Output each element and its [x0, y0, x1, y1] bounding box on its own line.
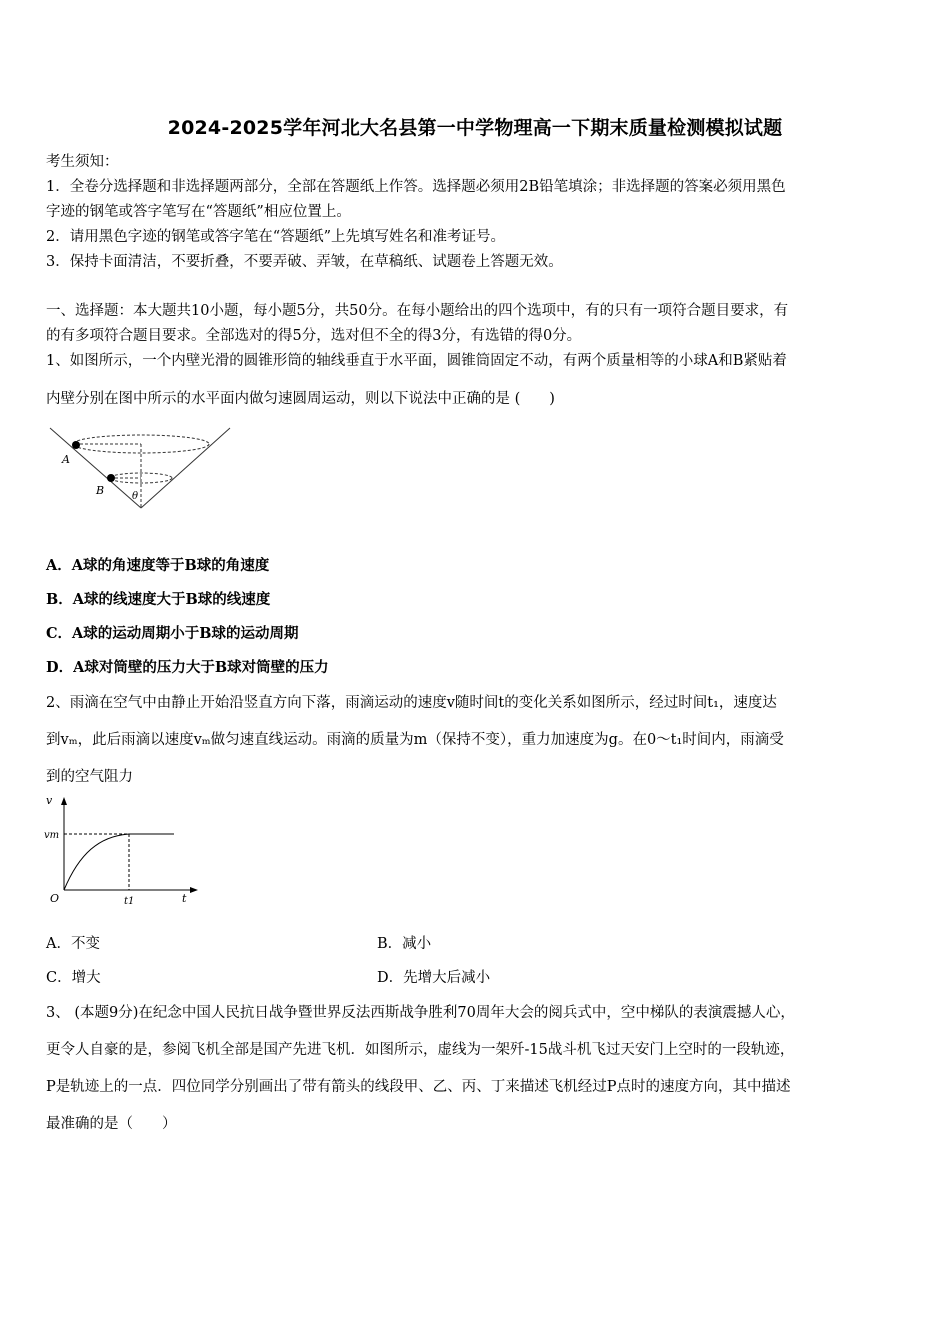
q2-line-2: 到vₘ，此后雨滴以速度vₘ做匀速直线运动。雨滴的质量为m（保持不变），重力加速度为g。在0～t₁时间内，雨滴受: [46, 732, 784, 748]
notice-line-4: 3．保持卡面清洁，不要折叠，不要弄破、弄皱，在草稿纸、试题卷上答题无效。: [46, 254, 563, 270]
q3-line-2: 更令人自豪的是，参阅飞机全部是国产先进飞机．如图所示，虚线为一架歼-15战斗机飞过天安门上空时的一段轨迹，: [46, 1042, 795, 1058]
notice-heading: 考生须知：: [46, 154, 119, 170]
q2-line-1: 2、雨滴在空气中由静止开始沿竖直方向下落，雨滴运动的速度v随时间t的变化关系如图所示，经过时间t₁，速度达: [46, 695, 777, 711]
ball-b-icon: [107, 474, 115, 482]
notice-line-3: 2．请用黑色字迹的钢笔或答字笔在“答题纸”上先填写姓名和准考证号。: [46, 229, 506, 245]
notice-line-2: 字迹的钢笔或答字笔写在“答题纸”相应位置上。: [46, 204, 351, 220]
q2-option-b: B．减小: [377, 936, 432, 952]
q1-option-a: A．A球的角速度等于B球的角速度: [46, 557, 270, 574]
velocity-time-graph: [44, 794, 204, 909]
theta-label: θ: [132, 491, 139, 502]
q1-option-c: C．A球的运动周期小于B球的运动周期: [46, 625, 299, 642]
notice-line-1: 1．全卷分选择题和非选择题两部分，全部在答题纸上作答。选择题必须用2B铅笔填涂；非选择题的答案必须用黑色: [46, 179, 786, 195]
q1-line-2: 内壁分别在图中所示的水平面内做匀速圆周运动，则以下说法中正确的是 ( ): [46, 391, 555, 407]
ball-b-label: B: [96, 484, 105, 497]
q3-line-1: 3、 (本题9分)在纪念中国人民抗日战争暨世界反法西斯战争胜利70周年大会的阅兵式中，空中梯队的表演震撼人心，: [46, 1005, 795, 1021]
cone-figure: [46, 424, 236, 514]
q1-line-1: 1、如图所示，一个内壁光滑的圆锥形筒的轴线垂直于水平面，圆锥筒固定不动，有两个质量相等的小球A和B紧贴着: [46, 353, 787, 369]
velocity-curve: [64, 834, 129, 890]
page-title: 2024-2025学年河北大名县第一中学物理高一下期末质量检测模拟试题: [167, 117, 783, 139]
t-axis-label: t: [182, 892, 187, 905]
q3-line-4: 最准确的是（ ）: [46, 1116, 177, 1132]
q2-option-a: A．不变: [46, 936, 100, 952]
t1-label: t1: [124, 896, 135, 907]
section1-line-1: 一、选择题：本大题共10小题，每小题5分，共50分。在每小题给出的四个选项中，有的只有一项符合题目要求，有: [46, 303, 789, 319]
v-arrow-icon: [61, 797, 67, 805]
section1-line-2: 的有多项符合题目要求。全部选对的得5分，选对但不全的得3分，有选错的得0分。: [46, 328, 582, 344]
ball-a-label: A: [62, 453, 70, 466]
ball-a-icon: [72, 441, 80, 449]
t-arrow-icon: [190, 887, 198, 893]
q2-option-d: D．先增大后减小: [377, 970, 491, 986]
origin-label: O: [50, 892, 60, 905]
q1-option-d: D．A球对筒壁的压力大于B球对筒壁的压力: [46, 659, 329, 676]
q2-option-c: C．增大: [46, 970, 101, 986]
vm-label: vm: [44, 830, 60, 841]
q3-line-3: P是轨迹上的一点．四位同学分别画出了带有箭头的线段甲、乙、丙、丁来描述飞机经过P点时的速度方向，其中描述: [46, 1079, 791, 1095]
v-axis-label: v: [46, 794, 53, 807]
q2-line-3: 到的空气阻力: [46, 769, 133, 785]
q1-option-b: B．A球的线速度大于B球的线速度: [46, 591, 271, 608]
